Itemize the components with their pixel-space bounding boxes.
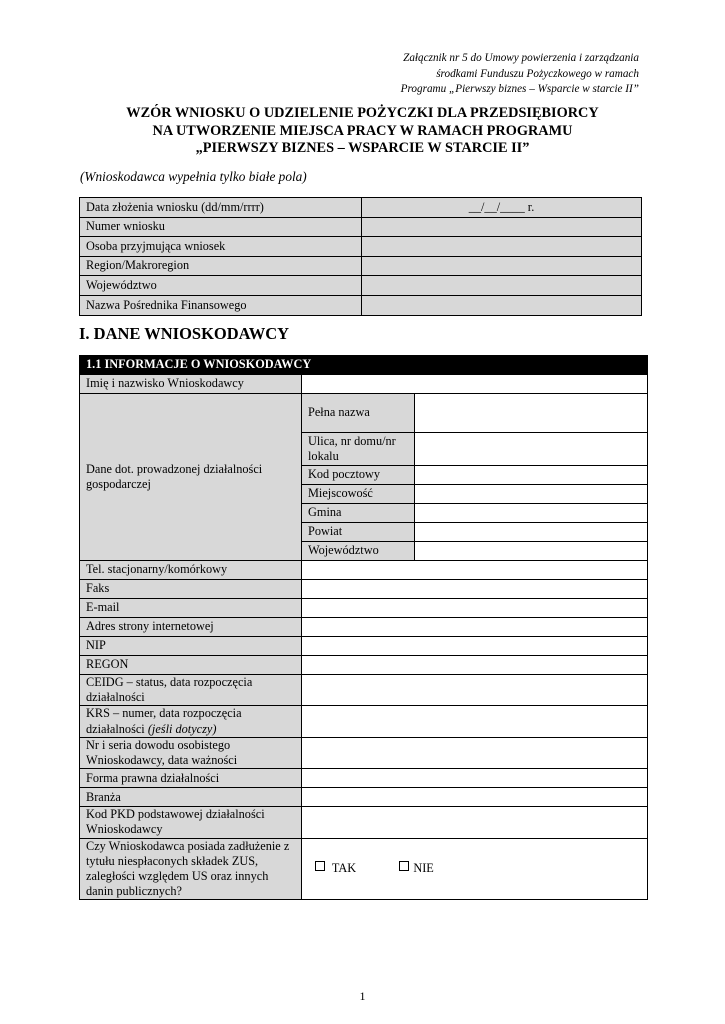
ceidg-field[interactable] [302,675,648,706]
document-title [60,105,665,158]
table-row [80,737,648,768]
city-field[interactable] [415,485,648,504]
full-name-label: Pełna nazwa [302,394,415,433]
postal-code-field[interactable] [415,466,648,485]
title-line-1: WZÓR WNIOSKU O UDZIELENIE POŻYCZKI DLA PRZEDSIĘBIORCY [126,105,599,121]
id-document-field[interactable] [302,737,648,768]
region-label: Region/Makroregion [80,256,362,276]
business-voivodeship-label: Województwo [302,542,415,561]
table-row [80,198,642,218]
commune-field[interactable] [415,504,648,523]
receiver-label: Osoba przyjmująca wniosek [80,237,362,257]
nip-field[interactable] [302,637,648,656]
table-row [80,706,648,737]
date-label: Data złożenia wniosku (dd/mm/rrrr) [80,198,362,218]
table-row [80,769,648,788]
date-value: __/__/____ r. [362,198,642,218]
section-heading: I. DANE WNIOSKODAWCY [79,324,290,343]
industry-field[interactable] [302,788,648,807]
regon-label: REGON [80,656,302,675]
title-line-2: NA UTWORZENIE MIEJSCA PRACY W RAMACH PROGRAMU [152,122,573,139]
table-row [80,217,642,237]
table-row [80,394,648,433]
ceidg-label: CEIDG – status, data rozpoczęcia działalności [80,675,302,706]
full-name-field[interactable] [415,394,648,433]
phone-label: Tel. stacjonarny/komórkowy [80,561,302,580]
checkbox-nie-label: NIE [413,861,434,876]
table-row [80,276,642,296]
attachment-line-1: Załącznik nr 5 do Umowy powierzenia i zarządzania [403,52,639,64]
debt-question-label: Czy Wnioskodawca posiada zadłużenie z tytułu niespłaconych składek ZUS, zaległości względem US oraz innych danin publicznych? [80,838,302,900]
table-row [80,295,642,315]
checkbox-nie[interactable] [399,861,409,871]
county-label: Powiat [302,523,415,542]
table-row [80,838,648,900]
business-voivodeship-field[interactable] [415,542,648,561]
table-row [80,237,642,257]
krs-label-text: KRS – numer, data rozpoczęcia działalności [86,706,242,736]
attachment-note [339,51,639,98]
region-field [362,256,642,276]
receiver-field [362,237,642,257]
table-row [80,807,648,838]
table-row [80,788,648,807]
table-row [80,561,648,580]
business-data-label: Dane dot. prowadzonej działalności gospodarczej [80,394,302,561]
id-document-label: Nr i seria dowodu osobistego Wnioskodawcy, data ważności [80,737,302,768]
industry-label: Branża [80,788,302,807]
voivodeship-field [362,276,642,296]
title-line-3: „PIERWSZY BIZNES – WSPARCIE W STARCIE II” [195,140,530,156]
page-number: 1 [359,989,366,1003]
pkd-field[interactable] [302,807,648,838]
table-row [80,656,648,675]
table-row [80,675,648,706]
pkd-label: Kod PKD podstawowej działalności Wnioskodawcy [80,807,302,838]
city-label: Miejscowość [302,485,415,504]
commune-label: Gmina [302,504,415,523]
nip-label: NIP [80,637,302,656]
attachment-line-3: Programu „Pierwszy biznes – Wsparcie w starcie II” [400,83,639,95]
subsection-header: 1.1 INFORMACJE O WNIOSKODAWCY [80,356,648,375]
krs-label [80,706,302,737]
postal-code-label: Kod pocztowy [302,466,415,485]
fill-instruction: (Wnioskodawca wypełnia tylko białe pola) [80,169,307,184]
email-label: E-mail [80,599,302,618]
debt-answer-cell [302,838,648,900]
table-row [80,375,648,394]
voivodeship-label: Województwo [80,276,362,296]
legal-form-field[interactable] [302,769,648,788]
krs-field[interactable] [302,706,648,737]
application-number-label: Numer wniosku [80,217,362,237]
intermediary-label: Nazwa Pośrednika Finansowego [80,295,362,315]
table-row [80,637,648,656]
table-row [80,256,642,276]
checkbox-tak-label: TAK [331,861,357,876]
applicant-name-label: Imię i nazwisko Wnioskodawcy [80,375,302,394]
street-field[interactable] [415,433,648,466]
phone-field[interactable] [302,561,648,580]
applicant-info-table [79,355,648,900]
legal-form-label: Forma prawna działalności [80,769,302,788]
admin-table [79,197,642,316]
table-row [80,580,648,599]
table-row [80,618,648,637]
intermediary-field [362,295,642,315]
regon-field[interactable] [302,656,648,675]
krs-note: (jeśli dotyczy) [147,721,217,736]
table-row [80,599,648,618]
application-number-field [362,217,642,237]
website-field[interactable] [302,618,648,637]
street-label: Ulica, nr domu/nr lokalu [302,433,415,466]
attachment-line-2: środkami Funduszu Pożyczkowego w ramach [436,67,639,80]
fax-field[interactable] [302,580,648,599]
applicant-name-field[interactable] [302,375,648,394]
email-field[interactable] [302,599,648,618]
fax-label: Faks [80,580,302,599]
website-label: Adres strony internetowej [80,618,302,637]
checkbox-tak[interactable] [315,861,325,871]
county-field[interactable] [415,523,648,542]
